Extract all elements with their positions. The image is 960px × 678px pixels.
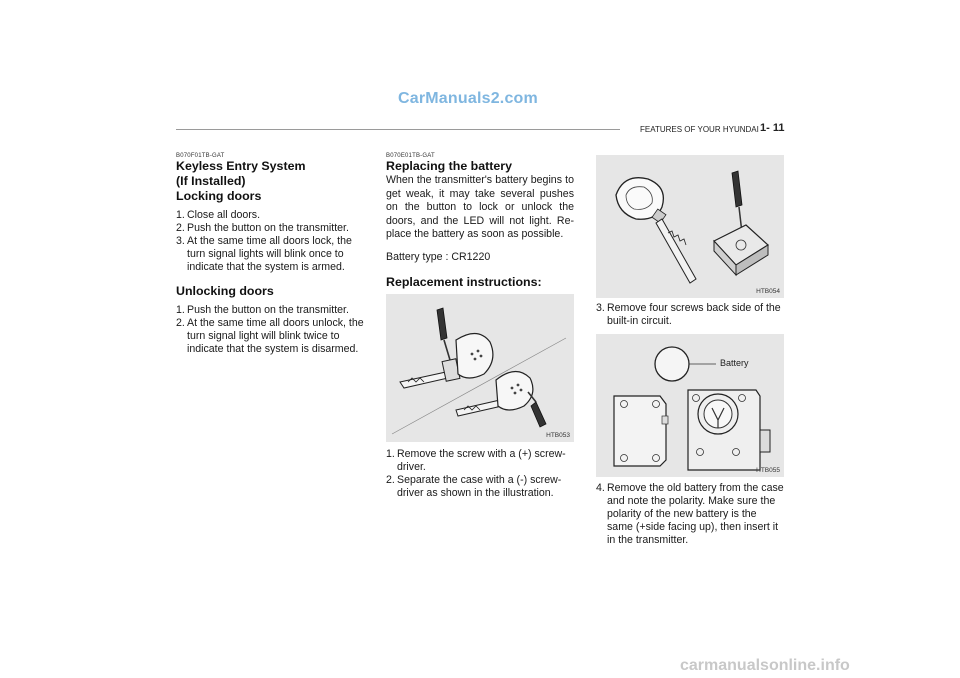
battery-type: Battery type : CR1220 — [386, 250, 491, 263]
column-keyless-entry — [176, 153, 364, 356]
battery-intro: When the transmitter's battery begins to get weak, it may take several pushes on the button to lock or unlock the doors, and the LED will not light. Re- place the battery as soon as possible. — [386, 174, 574, 241]
replacement-instructions-heading: Replacement instructions: — [386, 274, 542, 289]
step-4 — [596, 482, 784, 547]
screwdriver-plus — [437, 308, 450, 360]
section-code: B070E01TB-GAT — [386, 153, 435, 159]
figure-code: HTB053 — [546, 432, 570, 439]
column-2-steps — [386, 448, 574, 500]
replacing-battery-title: Replacing the battery — [386, 159, 512, 173]
list-item: 4. Remove the old battery from the case and note the polarity. Make sure the polarity of the new battery is the same (+side facing up), then insert it in the transmitter. — [596, 482, 784, 546]
section-code: B070F01TB-GAT — [176, 153, 225, 159]
page-number: 1- 11 — [760, 122, 785, 134]
watermark-top: CarManuals2.com — [398, 90, 538, 107]
circuit-board — [688, 390, 770, 470]
list-item: 1. Close all doors. — [176, 209, 261, 221]
list-item: 3. At the same time all doors lock, the turn signal lights will blink once to indicate that the system is armed. — [176, 235, 352, 273]
battery-coin — [655, 347, 716, 381]
figure-code: HTB055 — [756, 467, 780, 474]
list-item: 1. Push the button on the transmitter. — [176, 304, 349, 316]
list-item: 2. At the same time all doors unlock, the turn signal light will blink twice to indicate that the system is disarmed. — [176, 317, 364, 355]
list-item: 1. Remove the screw with a (+) screw- driver. — [386, 448, 566, 473]
list-item: 3. Remove four screws back side of the built-in circuit. — [596, 302, 781, 327]
header-section-title: FEATURES OF YOUR HYUNDAI — [640, 125, 759, 134]
column-replacing-battery — [386, 153, 574, 290]
back-cover — [614, 396, 668, 466]
step-3 — [596, 302, 784, 328]
battery-illustration — [596, 334, 784, 477]
list-item: 2. Push the button on the transmitter. — [176, 222, 349, 234]
key-upper — [400, 333, 493, 388]
unlocking-steps — [176, 304, 364, 356]
open-case-illustration — [596, 155, 784, 298]
header-rule — [176, 129, 620, 130]
step-4-block — [596, 482, 784, 547]
keyless-title-line-1: Keyless Entry System — [176, 159, 306, 173]
figure-battery-replace — [596, 334, 784, 477]
key-head-outline — [616, 178, 666, 223]
key-blade — [656, 219, 696, 283]
list-item: 2. Separate the case with a (-) screw- driver as shown in the illustration. — [386, 474, 562, 499]
keyless-title-line-2: (If Installed) — [176, 174, 246, 188]
figure-open-case — [596, 155, 784, 298]
unlocking-doors-heading: Unlocking doors — [176, 284, 274, 298]
circuit-module — [714, 225, 768, 275]
watermark-bottom: carmanualsonline.info — [680, 657, 850, 674]
replacement-steps — [386, 448, 574, 500]
locking-doors-heading: Locking doors — [176, 189, 262, 203]
figure-code: HTB054 — [756, 288, 780, 295]
keys-screwdriver-illustration — [386, 294, 574, 442]
battery-callout-label: Battery — [720, 358, 749, 368]
figure-remove-screw — [386, 294, 574, 442]
locking-steps — [176, 209, 364, 274]
step-3-block — [596, 302, 784, 328]
screwdriver — [732, 171, 742, 233]
